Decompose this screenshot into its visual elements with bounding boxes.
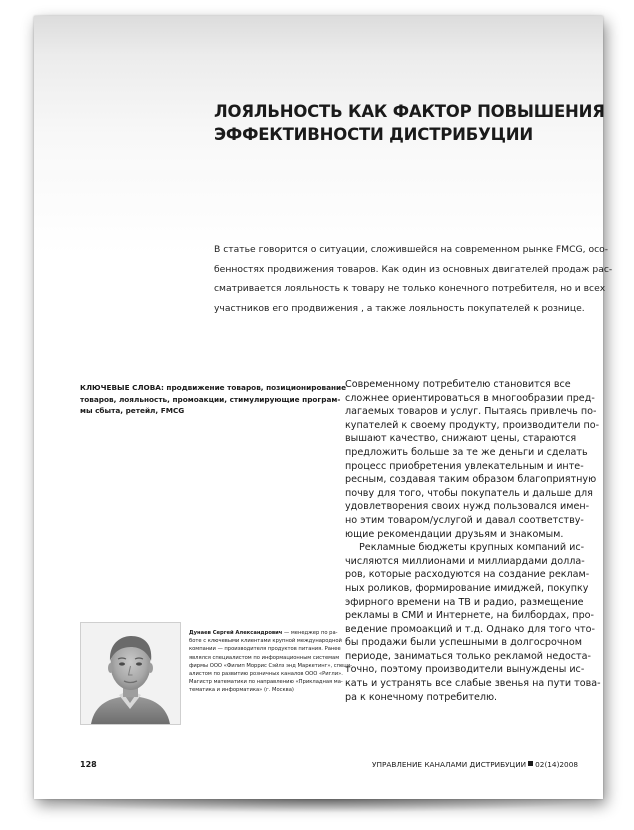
- body-line: числяются миллионами и миллиардами долла-: [345, 555, 585, 567]
- body-line: лагаемых товаров и услуг. Пытаясь привлечь по-: [345, 406, 597, 418]
- journal-name: УПРАВЛЕНИЕ КАНАЛАМИ ДИСТРИБУЦИИ: [372, 760, 527, 769]
- keywords-block: [80, 382, 347, 417]
- body-line: ведение промоакций и т.д. Однако для того что-: [345, 623, 595, 635]
- body-line: Современному потребителю становится все: [345, 379, 571, 390]
- page-sheet: [34, 16, 613, 799]
- abstract-line: участников его продвижения , а также лояльность покупателей к рознице.: [214, 302, 585, 314]
- square-bullet-icon: [528, 761, 533, 766]
- journal-footer: [372, 760, 578, 769]
- author-bio-line: компании — производителя продуктов питания. Ранее: [189, 646, 341, 653]
- author-bio: [189, 629, 389, 695]
- body-line: ресным, создавая таким образом благоприятную: [345, 474, 597, 486]
- keywords-line: товаров, лояльность, промоакции, стимулирующие програм-: [80, 394, 341, 404]
- body-line: ных роликов, формирование имиджей, покупку: [345, 582, 589, 594]
- body-line: эфирного времени на ТВ и радио, размещение: [345, 596, 584, 608]
- author-photo: [80, 622, 181, 725]
- body-line: бы продажи были успешными в долгосрочном: [345, 637, 582, 649]
- author-bio-text: — менеджер по ра-: [282, 630, 338, 636]
- journal-issue: 02(14)2008: [535, 760, 578, 769]
- body-line: Рекламные бюджеты крупных компаний ис-: [359, 542, 585, 554]
- body-line: купателей к своему продукту, производители по-: [345, 419, 600, 431]
- body-line: точно, поэтому производители вынуждены ис-: [345, 664, 585, 676]
- article-abstract: [214, 240, 613, 318]
- author-bio-line: алистом по развитию розничных каналов ООО «Ригли».: [189, 671, 343, 678]
- body-line: вышают качество, снижают цены, стараются: [345, 433, 577, 445]
- author-bio-line: тематика и информатика» (г. Москва): [189, 687, 294, 694]
- author-bio-line: [189, 629, 389, 637]
- body-line: кать и устранять все слабые звенья на пути това-: [345, 678, 601, 690]
- keywords-label: КЛЮЧЕВЫЕ СЛОВА:: [80, 383, 164, 392]
- body-line: ра к конечному потребителю.: [345, 691, 498, 703]
- author-bio-line: являлся специалистом по информационным системам: [189, 654, 340, 661]
- author-portrait-image: [81, 623, 180, 724]
- author-bio-line: боте с ключевыми клиентами крупной международной: [189, 638, 342, 645]
- body-line: предложить больше за те же деньги и сделать: [345, 446, 588, 458]
- title-line: ЛОЯЛЬНОСТЬ КАК ФАКТОР ПОВЫШЕНИЯ: [214, 102, 605, 121]
- keywords-line: [80, 382, 347, 394]
- abstract-line: В статье говорится о ситуации, сложившейся на современном рынке FMCG, осо-: [214, 244, 609, 255]
- author-name: Дунаев Сергей Александрович: [189, 630, 283, 636]
- abstract-line: бенностях продвижения товаров. Как один из основных двигателей продаж рас-: [214, 263, 613, 275]
- body-line: периоде, заниматься только рекламой недоста-: [345, 650, 591, 662]
- keywords-text: продвижение товаров, позиционирование: [163, 383, 347, 392]
- body-line: почву для того, чтобы покупатель и дальше для: [345, 487, 593, 499]
- article-title: [214, 100, 605, 146]
- abstract-line: сматривается лояльность к товару не только конечного потребителя, но и всех: [214, 283, 606, 294]
- body-line: сложнее ориентироваться в многообразии пред-: [345, 392, 595, 404]
- keywords-line: мы сбыта, ретейл, FMCG: [80, 406, 185, 415]
- body-line: ров, которые расходуются на создание реклам-: [345, 569, 590, 581]
- title-line: ЭФФЕКТИВНОСТИ ДИСТРИБУЦИИ: [214, 125, 533, 144]
- body-line: рекламы в СМИ и Интернете, на билбордах, про-: [345, 610, 594, 622]
- author-bio-line: фирмы ООО «Филип Моррис Сэйлз энд Маркетинг», специ-: [189, 662, 353, 669]
- body-line: но этим товаром/услугой и давал соответству-: [345, 514, 584, 526]
- body-line: процесс приобретения увлекательным и инте-: [345, 460, 584, 472]
- page-number: 128: [80, 760, 97, 769]
- body-line: ющие рекомендации друзьям и знакомым.: [345, 528, 564, 540]
- body-line: удовлетворения своих нужд пользовался имен-: [345, 501, 590, 513]
- author-bio-line: Магистр математики по направлению «Прикладная ма-: [189, 679, 343, 686]
